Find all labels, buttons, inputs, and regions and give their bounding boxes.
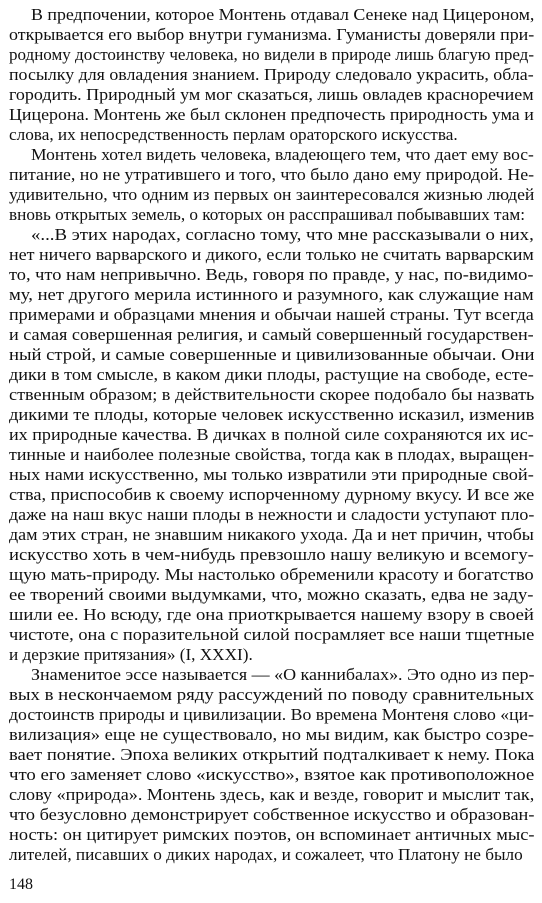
text-line: ственным образом; в действительности скорее подобало бы назвать: [9, 385, 535, 404]
text-line: искусство хоть в чем-нибудь превзошло нашу великую и всемогу-: [9, 545, 534, 564]
text-line: шили ее. Но всюду, где она приоткрывается нашему взору в своей: [9, 605, 534, 624]
text-line: нет ничего варварского и дикого, если только не считать варварским: [9, 245, 534, 264]
text-line: ства, приспособив к своему испорченному дурному вкусу. И все же: [9, 485, 535, 504]
text-line: Цицерона. Монтень же был склонен предпочесть природность ума и: [9, 105, 534, 124]
text-line: вновь открытых земель, о которых он расспрашивал побывавших там:: [9, 205, 526, 224]
text-line: ных нами искусственно, мы только извратили эти природные свой-: [9, 465, 534, 484]
text-line: му, нет другого мерила истинного и разумного, как служащие нам: [9, 285, 534, 304]
text-line: вых в нескончаемом ряду рассуждений по поводу сравнительных: [9, 685, 535, 704]
text-line: открывается его выбор внутри гуманизма. Гуманисты доверяли при-: [9, 25, 535, 44]
text-line: Знаменитое эссе называется — «О каннибалах». Это одно из пер-: [31, 665, 535, 684]
text-line: ность: он цитирует римских поэтов, он вспоминает античных мыс-: [9, 825, 535, 844]
text-line: лителей, писавших о диких народах, и сожалеет, что Платону не было: [9, 845, 523, 864]
text-line: В предпочении, которое Монтень отдавал Сенеке над Цицероном,: [31, 5, 535, 24]
text-line: и дерзкие притязания» (I, XXXI).: [9, 645, 253, 664]
text-line: щую мать-природу. Мы настолько обременили красоту и богатство: [9, 565, 534, 584]
text-line: то, что нам непривычно. Ведь, говоря по правде, у нас, по-видимо-: [9, 265, 534, 284]
text-line: питание, но не утратившего и того, что было дано ему природой. Не-: [9, 165, 535, 184]
text-line: тинные и наиболее полезные свойства, тогда как в плодах, выращен-: [9, 445, 535, 464]
text-line: ее творений своими выдумками, что, можно сказать, едва не заду-: [9, 585, 534, 604]
text-line: дикими те плоды, которые человек искусственно исказил, изменив: [9, 405, 535, 424]
text-line: их природные качества. В дичках в полной силе сохраняются их ис-: [9, 425, 534, 444]
text-line: слову «природа». Монтень здесь, как и везде, говорит и мыслит так,: [9, 785, 535, 804]
text-line: вилизация» еще не существовало, но мы видим, как быстро созре-: [9, 725, 535, 744]
text-line: что его заменяет слово «искусство», взятое как противоположное: [9, 765, 535, 784]
text-line: Монтень хотел видеть человека, владеющего тем, что дает ему вос-: [31, 145, 534, 164]
text-line: вает понятие. Эпоха великих открытий подталкивает к нему. Пока: [9, 745, 535, 764]
text-line: достоинств природы и цивилизации. Во времена Монтеня слово «ци-: [9, 705, 534, 724]
text-line: удивительно, что одним из первых он заинтересовался жизнью людей: [9, 185, 535, 204]
text-line: «...В этих народах, согласно тому, что мне рассказывали о них,: [31, 225, 534, 244]
text-line: примерами и образцами мнения и обычаи нашей страны. Тут всегда: [9, 305, 534, 324]
text-line: дики в том смысле, в каком дики плоды, растущие на свободе, есте-: [9, 365, 534, 384]
text-line: дам этих стран, не знавшим никакого ухода. Да и нет причин, чтобы: [9, 525, 534, 544]
text-line: городить. Природный ум мог сказаться, лишь овладев красноречием: [9, 85, 534, 104]
text-line: слова, их непосредственность перлам ораторского искусства.: [9, 125, 458, 144]
text-line: посылку для овладения знанием. Природу следовало украсить, обла-: [9, 65, 534, 84]
text-line: и самая совершенная религия, и самый совершенный государствен-: [9, 325, 534, 344]
page-number: 148: [9, 876, 33, 893]
text-line: ный строй, и самые совершенные и цивилизованные обычаи. Они: [9, 345, 535, 364]
text-line: что безусловно демонстрирует собственное искусство и образован-: [9, 805, 535, 824]
text-line: чистоте, она с поразительной силой посрамляет все наши тщетные: [9, 625, 535, 644]
text-line: даже на наш вкус наши плоды в нежности и сладости уступают пло-: [9, 505, 535, 524]
text-line: родному достоинству человека, но видели в природе лишь благую пред-: [9, 45, 535, 64]
